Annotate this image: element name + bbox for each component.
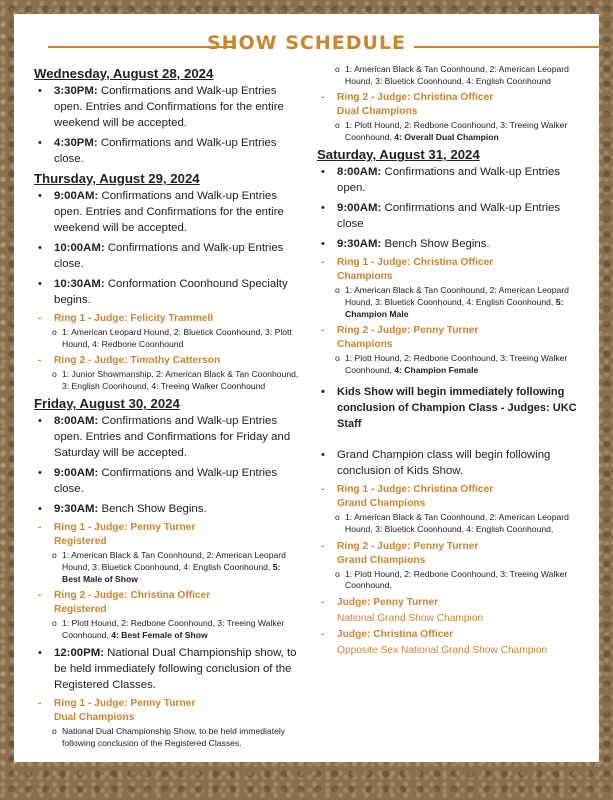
bullet-icon: • xyxy=(321,166,325,179)
header xyxy=(34,14,579,64)
list-item: • 4:30PM: Confirmations and Walk-up Entries close. xyxy=(38,137,277,165)
circle-bullet-icon: o xyxy=(335,353,340,364)
ring-heading: - Ring 1 - Judge: Felicity Trammell xyxy=(38,313,214,324)
page-title: SHOW SCHEDULE xyxy=(206,32,407,54)
day-heading-wednesday: Wednesday, August 28, 2024 xyxy=(34,66,214,81)
ring-results: o 1: Plott Hound, 2: Redbone Coonhound, 3: Treeing Walker Coonhound, 4: Overall Dual Champion xyxy=(335,120,568,142)
list-item: • 8:00AM: Confirmations and Walk-up Entries open. xyxy=(321,166,561,195)
bullet-icon: • xyxy=(321,238,325,251)
ring-heading: - Ring 2 - Judge: Christina Officer Registered xyxy=(38,590,211,616)
schedule-page xyxy=(14,14,599,762)
award-title: Opposite Sex National Grand Show Champion xyxy=(337,644,548,656)
circle-bullet-icon: o xyxy=(52,726,57,737)
judge-heading: - Judge: Penny Turner xyxy=(321,596,439,608)
list-item: • 9:30AM: Bench Show Begins. xyxy=(321,238,490,251)
circle-bullet-icon: o xyxy=(335,120,340,131)
bullet-icon: • xyxy=(38,278,42,290)
bullet-icon: - xyxy=(321,540,325,552)
ring-results: o 1: American Black & Tan Coonhound, 2: American Leopard Hound, 3: Bluetick Coonhound, 4: English Coonhound xyxy=(335,64,569,86)
bullet-icon: • xyxy=(38,242,42,254)
bullet-icon: • xyxy=(38,415,42,428)
kids-show-note: • Kids Show will begin immediately following conclusion of Champion Class - Judges: UKC Staff xyxy=(321,386,577,431)
ring-heading: - Ring 2 - Judge: Penny Turner Champions xyxy=(321,325,479,351)
list-item: • 9:00AM: Confirmations and Walk-up Entries close. xyxy=(38,467,278,496)
bullet-icon: - xyxy=(38,313,42,324)
bullet-icon: • xyxy=(321,386,325,399)
bullet-icon: • xyxy=(38,503,42,516)
ring-heading: - Ring 1 - Judge: Christina Officer Grand Champions xyxy=(321,484,494,510)
bullet-icon: • xyxy=(38,190,42,202)
ring-heading: - Ring 2 - Judge: Timothy Catterson xyxy=(38,355,221,367)
ring-results: o National Dual Championship Show, to be held immediately following conclusion of the Registered Classes. xyxy=(52,726,286,748)
ring-results: o 1: Plott Hound, 2: Redbone Coonhound, 3: Treeing Walker Coonhound, xyxy=(335,568,568,591)
bullet-icon: • xyxy=(38,467,42,480)
day-heading-friday: Friday, August 30, 2024 xyxy=(34,396,180,412)
circle-bullet-icon: o xyxy=(52,618,57,629)
list-item: • 10:30AM: Conformation Coonhound Specialty begins. xyxy=(38,278,288,306)
bullet-icon: - xyxy=(38,355,42,367)
list-item: • 9:00AM: Confirmations and Walk-up Entries open. Entries and Confirmations for the entire weekend will be accepted. xyxy=(38,190,284,234)
ring-heading: - Ring 2 - Judge: Christina Officer Dual Champions xyxy=(321,92,494,118)
award-title: National Grand Show Champion xyxy=(337,612,484,624)
list-item: • 8:00AM: Confirmations and Walk-up Entries open. Entries and Confirmations for Friday and Saturday will be accepted. xyxy=(38,415,291,460)
circle-bullet-icon: o xyxy=(335,568,340,579)
right-column xyxy=(317,64,577,754)
bullet-icon: - xyxy=(38,522,42,534)
circle-bullet-icon: o xyxy=(335,285,340,296)
bullet-icon: - xyxy=(321,92,325,104)
circle-bullet-icon: o xyxy=(52,369,57,380)
day-heading-thursday: Thursday, August 29, 2024 xyxy=(34,171,200,186)
circle-bullet-icon: o xyxy=(52,327,57,337)
ring-results: o 1: American Leopard Hound, 2: Bluetick Coonhound, 3: Plott Hound, 4: Redbone Coonhound xyxy=(52,327,292,349)
ring-results: o 1: Plott Hound, 2: Redbone Coonhound, 3: Treeing Walker Coonhound, 4: Champion Female xyxy=(335,353,568,375)
list-item: • 9:00AM: Confirmations and Walk-up Entries close xyxy=(321,202,561,231)
bullet-icon: • xyxy=(38,85,42,97)
list-item: • Grand Champion class will begin following conclusion of Kids Show. xyxy=(321,449,551,478)
bullet-icon: - xyxy=(321,484,325,496)
ring-results: o 1: American Black & Tan Coonhound, 2: American Leopard Hound, 3: Bluetick Coonhound, 4: English Coonhound, 5: Best Male of Show xyxy=(52,550,286,584)
bullet-icon: - xyxy=(321,325,325,337)
bullet-icon: - xyxy=(321,257,325,269)
ring-heading: - Ring 2 - Judge: Penny Turner Grand Champions xyxy=(321,540,479,566)
ring-heading: - Ring 1 - Judge: Penny Turner Registered xyxy=(38,522,196,548)
ring-results: o 1: American Black & Tan Coonhound, 2: American Leopard Hound, 3: Bluetick Coonhound, 4: English Coonhound, xyxy=(335,512,569,534)
list-item: • 3:30PM: Confirmations and Walk-up Entries open. Entries and Confirmations for the entire weekend will be accepted. xyxy=(38,85,284,129)
circle-bullet-icon: o xyxy=(52,550,57,561)
ring-results: o 1: Plott Hound, 2: Redbone Coonhound, 3: Treeing Walker Coonhound, 4: Best Female of Show xyxy=(52,618,285,640)
ring-results: o 1: American Black & Tan Coonhound, 2: American Leopard Hound, 3: Bluetick Coonhound, 4: English Coonhound, 5: Champion Male xyxy=(335,285,569,319)
header-rule-right xyxy=(414,46,601,48)
day-heading-saturday: Saturday, August 31, 2024 xyxy=(317,147,480,163)
bullet-icon: - xyxy=(321,628,325,640)
bullet-icon: - xyxy=(38,698,42,710)
ring-results: o 1: Junior Showmanship, 2: American Black & Tan Coonhound, 3: English Coonhound, 4: Treeing Walker Coonhound xyxy=(52,369,299,391)
list-item: • 10:00AM: Confirmations and Walk-up Entries close. xyxy=(38,242,284,270)
ring-heading: - Ring 1 - Judge: Penny Turner Dual Champions xyxy=(38,698,196,724)
bullet-icon: • xyxy=(38,137,42,149)
list-item: • 12:00PM: National Dual Championship show, to be held immediately following conclusion of the Registered Classes. xyxy=(38,647,297,692)
left-column xyxy=(34,64,299,754)
bullet-icon: - xyxy=(321,596,325,608)
bullet-icon: - xyxy=(38,590,42,602)
circle-bullet-icon: o xyxy=(335,512,340,523)
circle-bullet-icon: o xyxy=(335,64,340,74)
list-item: • 9:30AM: Bench Show Begins. xyxy=(38,503,207,516)
bullet-icon: • xyxy=(321,449,325,462)
bullet-icon: • xyxy=(38,647,42,660)
bullet-icon: • xyxy=(321,202,325,215)
judge-heading: - Judge: Christina Officer xyxy=(321,628,454,640)
ring-heading: - Ring 1 - Judge: Christina Officer Champions xyxy=(321,257,494,283)
